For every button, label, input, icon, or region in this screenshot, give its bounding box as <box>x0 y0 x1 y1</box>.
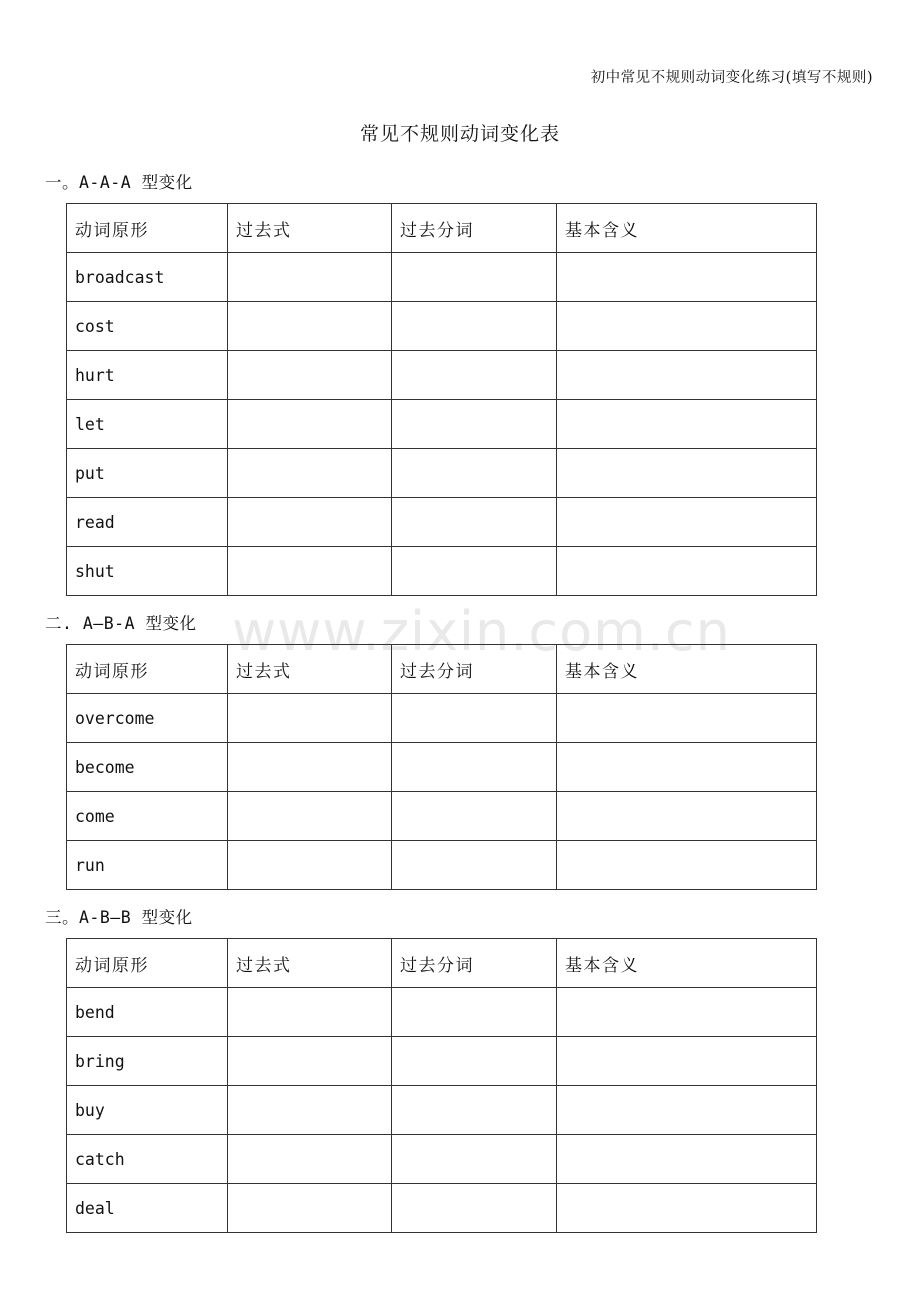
table-header-row <box>67 204 817 253</box>
table-row <box>67 694 817 743</box>
verb-cell: become <box>67 743 228 792</box>
column-header-past-participle: 过去分词 <box>392 204 557 253</box>
table-row <box>67 1135 817 1184</box>
table-row <box>67 253 817 302</box>
section-heading-aaa: 一。A-A-A 型变化 <box>45 173 193 192</box>
table-row <box>67 743 817 792</box>
past-tense-cell[interactable] <box>228 792 392 841</box>
meaning-cell[interactable] <box>557 1086 817 1135</box>
column-header-base-form: 动词原形 <box>67 204 228 253</box>
past-tense-cell[interactable] <box>228 1037 392 1086</box>
verb-cell: bring <box>67 1037 228 1086</box>
column-header-past-tense: 过去式 <box>228 645 392 694</box>
meaning-cell[interactable] <box>557 302 817 351</box>
verb-cell: buy <box>67 1086 228 1135</box>
verb-cell: let <box>67 400 228 449</box>
past-participle-cell[interactable] <box>392 498 557 547</box>
verb-cell: run <box>67 841 228 890</box>
verb-cell: put <box>67 449 228 498</box>
past-participle-cell[interactable] <box>392 253 557 302</box>
past-participle-cell[interactable] <box>392 1135 557 1184</box>
table-row <box>67 1184 817 1233</box>
meaning-cell[interactable] <box>557 253 817 302</box>
verb-cell: catch <box>67 1135 228 1184</box>
past-tense-cell[interactable] <box>228 743 392 792</box>
meaning-cell[interactable] <box>557 841 817 890</box>
past-tense-cell[interactable] <box>228 1086 392 1135</box>
past-participle-cell[interactable] <box>392 1037 557 1086</box>
past-participle-cell[interactable] <box>392 1184 557 1233</box>
meaning-cell[interactable] <box>557 1135 817 1184</box>
verb-cell: deal <box>67 1184 228 1233</box>
verb-cell: bend <box>67 988 228 1037</box>
table-row <box>67 792 817 841</box>
table-header-row <box>67 645 817 694</box>
verb-table-aba <box>66 644 817 890</box>
column-header-meaning: 基本含义 <box>557 645 817 694</box>
past-tense-cell[interactable] <box>228 400 392 449</box>
past-participle-cell[interactable] <box>392 351 557 400</box>
table-row <box>67 841 817 890</box>
past-tense-cell[interactable] <box>228 498 392 547</box>
table-row <box>67 302 817 351</box>
meaning-cell[interactable] <box>557 498 817 547</box>
verb-table-aaa <box>66 203 817 596</box>
meaning-cell[interactable] <box>557 449 817 498</box>
past-participle-cell[interactable] <box>392 841 557 890</box>
past-participle-cell[interactable] <box>392 547 557 596</box>
column-header-base-form: 动词原形 <box>67 645 228 694</box>
document-header: 初中常见不规则动词变化练习(填写不规则) <box>590 70 873 86</box>
table-row <box>67 351 817 400</box>
meaning-cell[interactable] <box>557 694 817 743</box>
past-participle-cell[interactable] <box>392 792 557 841</box>
table-row <box>67 1037 817 1086</box>
meaning-cell[interactable] <box>557 351 817 400</box>
past-tense-cell[interactable] <box>228 1135 392 1184</box>
column-header-past-tense: 过去式 <box>228 204 392 253</box>
table-row <box>67 988 817 1037</box>
past-participle-cell[interactable] <box>392 988 557 1037</box>
past-tense-cell[interactable] <box>228 841 392 890</box>
past-participle-cell[interactable] <box>392 400 557 449</box>
meaning-cell[interactable] <box>557 547 817 596</box>
meaning-cell[interactable] <box>557 743 817 792</box>
watermark: www.zixin.com.cn <box>232 600 731 663</box>
verb-cell: read <box>67 498 228 547</box>
column-header-past-participle: 过去分词 <box>392 939 557 988</box>
past-tense-cell[interactable] <box>228 302 392 351</box>
past-participle-cell[interactable] <box>392 1086 557 1135</box>
past-tense-cell[interactable] <box>228 449 392 498</box>
table-row <box>67 449 817 498</box>
past-participle-cell[interactable] <box>392 449 557 498</box>
table-row <box>67 400 817 449</box>
verb-cell: cost <box>67 302 228 351</box>
meaning-cell[interactable] <box>557 1037 817 1086</box>
meaning-cell[interactable] <box>557 792 817 841</box>
past-tense-cell[interactable] <box>228 253 392 302</box>
past-tense-cell[interactable] <box>228 694 392 743</box>
meaning-cell[interactable] <box>557 1184 817 1233</box>
verb-cell: come <box>67 792 228 841</box>
column-header-meaning: 基本含义 <box>557 204 817 253</box>
past-participle-cell[interactable] <box>392 743 557 792</box>
verb-cell: hurt <box>67 351 228 400</box>
column-header-meaning: 基本含义 <box>557 939 817 988</box>
verb-cell: shut <box>67 547 228 596</box>
past-participle-cell[interactable] <box>392 694 557 743</box>
past-tense-cell[interactable] <box>228 547 392 596</box>
verb-cell: broadcast <box>67 253 228 302</box>
past-tense-cell[interactable] <box>228 1184 392 1233</box>
column-header-past-participle: 过去分词 <box>392 645 557 694</box>
page-title: 常见不规则动词变化表 <box>359 123 560 145</box>
table-row <box>67 498 817 547</box>
section-heading-abb: 三。A-B—B 型变化 <box>45 908 193 927</box>
verb-cell: overcome <box>67 694 228 743</box>
verb-table-abb <box>66 938 817 1233</box>
table-row <box>67 1086 817 1135</box>
column-header-base-form: 动词原形 <box>67 939 228 988</box>
past-participle-cell[interactable] <box>392 302 557 351</box>
table-header-row <box>67 939 817 988</box>
meaning-cell[interactable] <box>557 988 817 1037</box>
meaning-cell[interactable] <box>557 400 817 449</box>
column-header-past-tense: 过去式 <box>228 939 392 988</box>
table-row <box>67 547 817 596</box>
past-tense-cell[interactable] <box>228 351 392 400</box>
past-tense-cell[interactable] <box>228 988 392 1037</box>
section-heading-aba: 二. A—B-A 型变化 <box>45 614 197 633</box>
